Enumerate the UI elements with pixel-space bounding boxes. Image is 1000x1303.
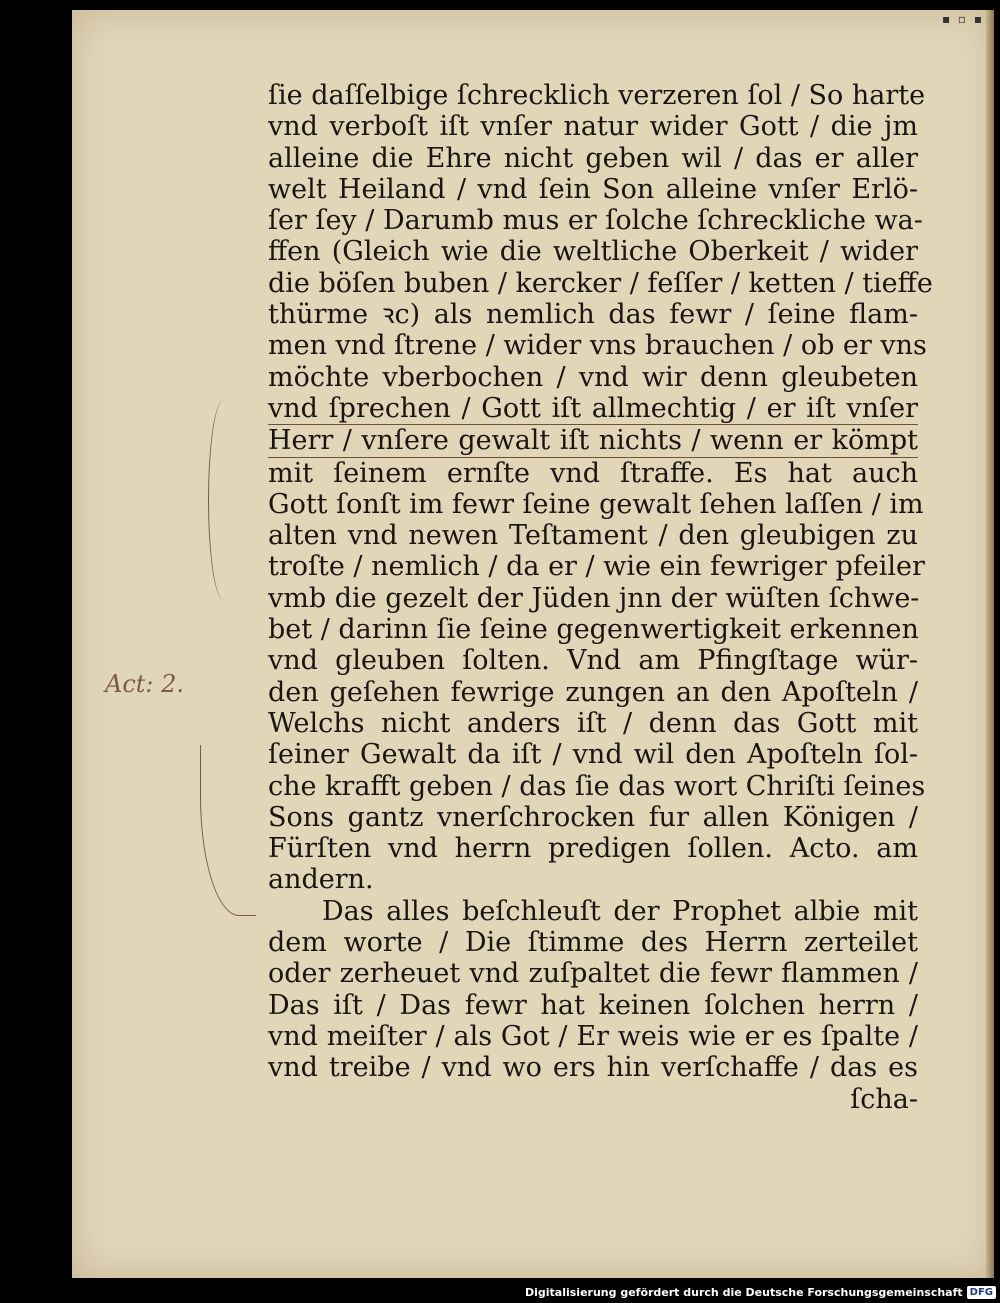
- catchword: ſcha-: [850, 1083, 918, 1115]
- text-line: oder zerheuet vnd zuſpaltet die fewr flammen /: [268, 958, 918, 990]
- margin-bracket-upper: [208, 400, 239, 600]
- text-line: welt Heiland / vnd ſein Son alleine vnſer Erlö-: [268, 173, 918, 205]
- text-line: ffen (Gleich wie die weltliche Oberkeit / wider: [268, 236, 918, 268]
- corner-marks: ▪ ▫ ▪: [941, 12, 984, 26]
- text-line: bet / darinn ſie ſeine gegenwertigkeit erkennen: [268, 614, 919, 646]
- footer: [525, 1286, 996, 1299]
- text-line: ſie daſſelbige ſchrecklich verzeren ſol / So harte: [268, 80, 926, 111]
- text-line-underlined: vnd ſprechen / Gott iſt allmechtig / er iſt vnſer: [268, 392, 918, 424]
- text-line: Das iſt / Das fewr hat keinen ſolchen herrn /: [268, 989, 918, 1021]
- text-line: Fürſten vnd herrn predigen ſollen. Acto. am: [268, 833, 918, 865]
- text-line: Gott ſonſt im fewr ſeine gewalt ſehen laſſen / im: [268, 488, 924, 520]
- text-line: vnd verboſt iſt vnſer natur wider Gott / die jm: [268, 111, 918, 143]
- text-line: men vnd ſtrene / wider vns brauchen / ob er vns: [268, 330, 927, 362]
- page-edge: [986, 10, 994, 1278]
- text-line: alten vnd newen Teſtament / den gleubigen zu: [268, 520, 918, 552]
- text-line: vnd meiſter / als Got / Er weis wie er es ſpalte /: [268, 1020, 918, 1052]
- text-line: alleine die Ehre nicht geben wil / das er aller: [268, 142, 918, 174]
- text-line: vnd gleuben ſolten. Vnd am Pfingſtage wür-: [268, 645, 918, 677]
- text-line: ſer ſey / Darumb mus er ſolche ſchreckliche wa-: [268, 205, 923, 237]
- footer-text: Digitalisierung gefördert durch die Deutsche Forschungsgemeinschaft: [524, 1286, 963, 1299]
- text-line: möchte vberbochen / vnd wir denn gleubeten: [268, 361, 918, 393]
- text-line: mit ſeinem ernſte vnd ſtraffe. Es hat auch: [268, 457, 918, 489]
- margin-note: Act: 2.: [105, 670, 185, 698]
- text-line: dem worte / Die ſtimme des Herrn zerteilet: [268, 927, 918, 959]
- text-line: che krafft geben / das ſie das wort Chriſti ſeines: [268, 770, 926, 802]
- text-line: Sons gantz vnerſchrocken fur allen Königen /: [268, 801, 918, 833]
- text-line-underlined: Herr / vnſere gewalt iſt nichts / wenn er kömpt: [268, 425, 918, 457]
- text-line: troſte / nemlich / da er / wie ein fewriger pfeiler: [268, 551, 925, 583]
- text-line: den geſehen fewrige zungen an den Apoſteln /: [268, 676, 918, 708]
- text-line: thürme ꝛc) als nemlich das fewr / ſeine flam-: [268, 299, 918, 331]
- text-line: die böſen buben / kercker / feſſer / ketten / tieffe: [268, 267, 933, 299]
- text-line: Welchs nicht anders iſt / denn das Gott mit: [268, 707, 918, 739]
- dfg-logo: DFG: [967, 1286, 996, 1299]
- text-line: Das alles beſchleuſt der Prophet albie mit: [322, 895, 918, 927]
- text-line: vmb die gezelt der Jüden jnn der wüſten ſchwe-: [268, 582, 920, 614]
- text-line: ſeiner Gewalt da iſt / vnd wil den Apoſteln ſol-: [268, 739, 918, 771]
- text-block: [268, 80, 933, 1115]
- text-line: vnd treibe / vnd wo ers hin verſchaffe / das es: [268, 1052, 918, 1084]
- text-line: andern.: [268, 864, 374, 896]
